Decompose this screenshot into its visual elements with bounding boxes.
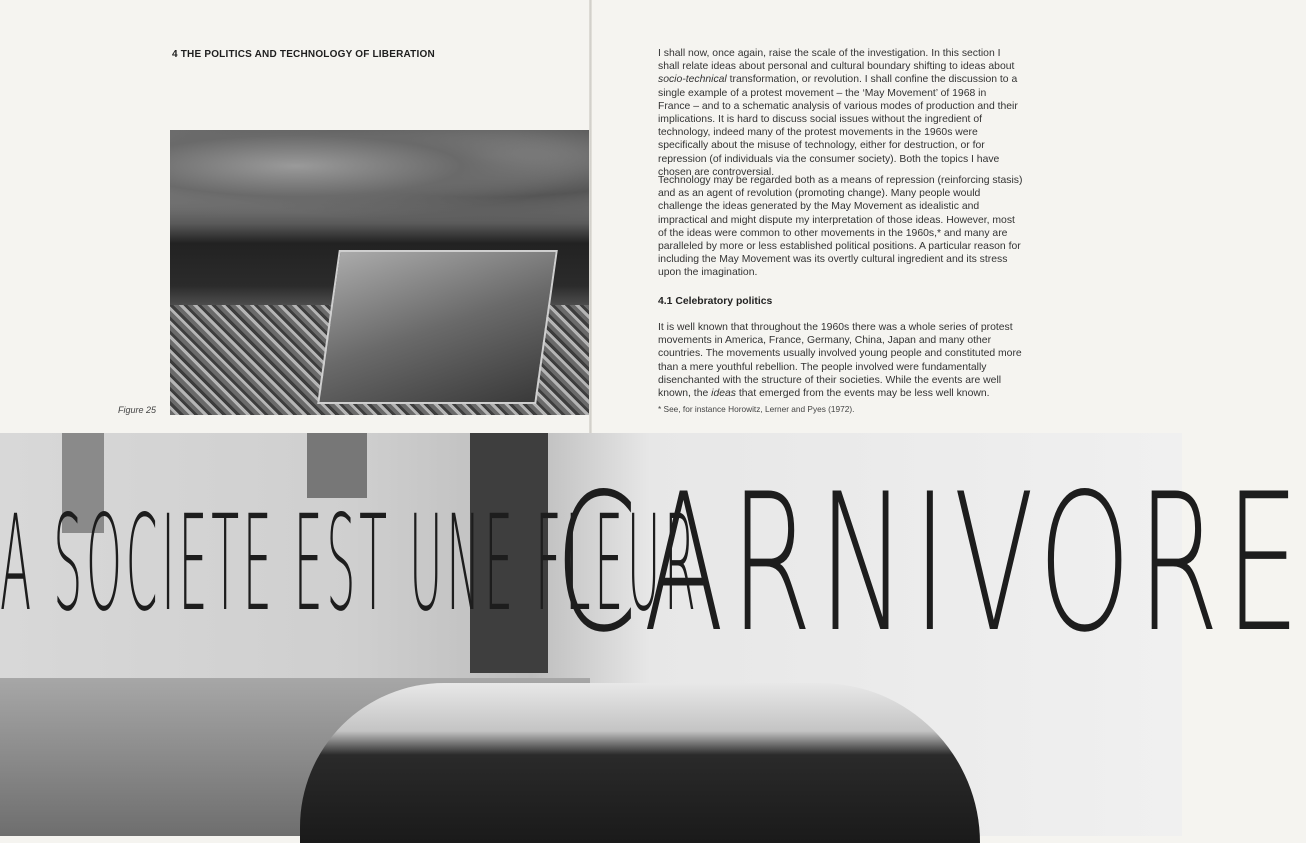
section-subheading: 4.1 Celebratory politics (658, 296, 773, 307)
text-line: single example of a protest movement – the ‘May Movement’ of 1968 in (658, 87, 987, 99)
text-line: challenge the ideas generated by the May Movement as idealistic and (658, 201, 980, 213)
text-line: than a mere youthful rebellion. The people involved were fundamentally (658, 361, 987, 373)
text-line: countries. The movements usually involved young people and constituted more (658, 348, 1022, 360)
graffiti-wall-photo (0, 433, 1306, 836)
text-line: impractical and might dispute my interpretation of those ideas. However, most (658, 214, 1015, 226)
text-line (658, 73, 1020, 86)
graffiti-left: A SOCIETE EST UNE FLEUR (0, 488, 700, 641)
text-span: known, the (658, 388, 712, 400)
text-line: specifically about the misuse of technology, either for destruction, or for (658, 140, 985, 152)
graffiti-right: CARNIVORE (555, 453, 1306, 674)
photo-trees (170, 130, 589, 220)
text-line: France – and to a schematic analysis of various modes of production and their (658, 100, 1018, 112)
text-line (658, 387, 1020, 400)
footnote: * See, for instance Horowitz, Lerner and Pyes (1972). (658, 404, 855, 414)
text-span: that emerged from the events may be less well known. (735, 388, 990, 400)
text-span: transformation, or revolution. I shall confine the discussion to a (726, 74, 1018, 86)
text-line: including the May Movement was its overtly cultural ingredient and its stress (658, 254, 1008, 266)
text-line: repression (of individuals via the consumer society). Both the topics I have (658, 153, 1000, 165)
text-line: implications. It is hard to discuss social issues without the ingredient of (658, 114, 982, 126)
text-line: Technology may be regarded both as a means of repression (reinforcing stasis) (658, 175, 1023, 186)
text-line: shall relate ideas about personal and cultural boundary shifting to ideas about (658, 61, 1015, 73)
text-line: paralleled by more or less established political positions. A particular reason for (658, 241, 1021, 253)
text-line: movements in America, France, Germany, China, Japan and many other (658, 335, 992, 347)
photo-crate (317, 250, 558, 404)
photo-car (300, 683, 980, 843)
text-line: upon the imagination. (658, 267, 758, 279)
chapter-heading: 4 THE POLITICS AND TECHNOLOGY OF LIBERATION (172, 49, 435, 60)
text-line: disenchanted with the structure of their societies. While the events are well (658, 374, 1002, 386)
italic-term: socio-technical (658, 74, 727, 86)
text-line: chosen are controversial. (658, 166, 775, 178)
text-line: of the ideas were common to other movements in the 1960s,* and many are (658, 227, 1008, 239)
text-line: It is well known that throughout the 1960s there was a whole series of protest (658, 322, 1013, 333)
text-line: and as an agent of revolution (promoting change). Many people would (658, 188, 981, 200)
italic-term: ideas (711, 388, 736, 400)
text-line: technology, indeed many of the protest movements in the 1960s were (658, 127, 978, 139)
paragraph-2 (658, 174, 1023, 280)
paragraph-3 (658, 321, 1020, 400)
riot-police-photo (170, 130, 589, 413)
text-line: I shall now, once again, raise the scale of the investigation. In this section I (658, 48, 1001, 59)
paragraph-1 (658, 47, 1020, 179)
figure-caption: Figure 25 (118, 405, 157, 415)
